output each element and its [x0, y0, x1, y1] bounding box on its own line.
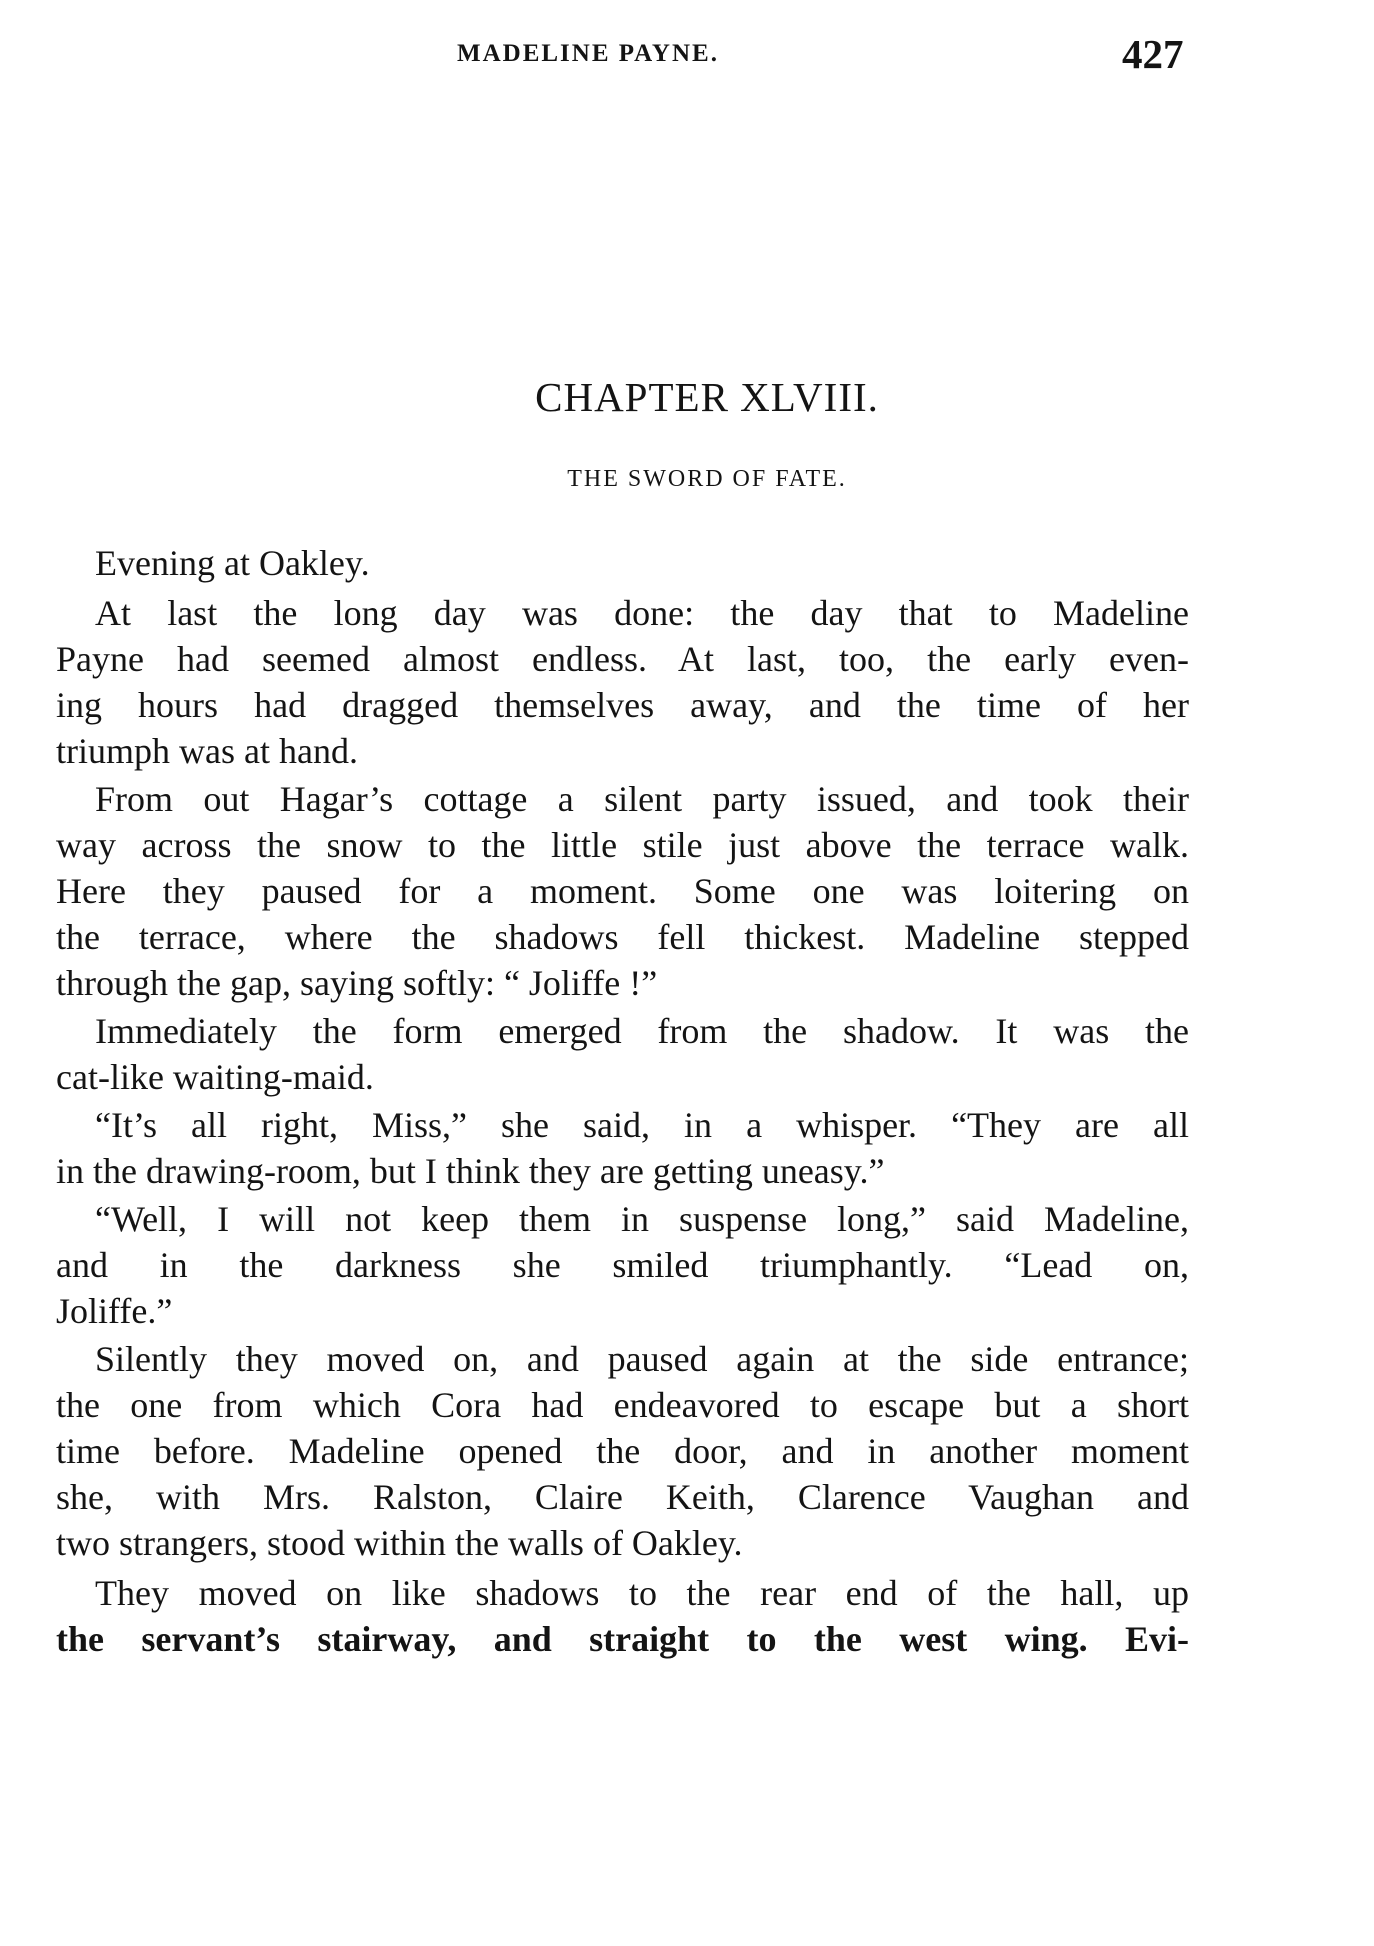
text-line: Payne had seemed almost endless. At last, too, the early even- [56, 639, 1189, 679]
chapter-subtitle: THE SWORD OF FATE. [567, 466, 847, 492]
text-line: Immediately the form emerged from the shadow. It was the [95, 1011, 1189, 1051]
text-line: and in the darkness she smiled triumphantly. “Lead on, [56, 1245, 1189, 1285]
text-line: Evening at Oakley. [95, 543, 370, 583]
text-line: Here they paused for a moment. Some one was loitering on [56, 871, 1189, 911]
text-line: time before. Madeline opened the door, and in another moment [56, 1431, 1189, 1471]
text-line: two strangers, stood within the walls of Oakley. [56, 1523, 743, 1563]
text-line: through the gap, saying softly: “ Joliffe !” [56, 963, 658, 1003]
page-number: 427 [1122, 31, 1184, 77]
text-line: “It’s all right, Miss,” she said, in a whisper. “They are all [95, 1105, 1189, 1145]
text-line: triumph was at hand. [56, 731, 358, 771]
chapter-title: CHAPTER XLVIII. [535, 374, 879, 420]
text-line: At last the long day was done: the day that to Madeline [95, 593, 1189, 633]
text-line: cat-like waiting-maid. [56, 1057, 374, 1097]
text-line: ing hours had dragged themselves away, and the time of her [56, 685, 1189, 725]
text-line: “Well, I will not keep them in suspense long,” said Madeline, [95, 1199, 1189, 1239]
text-line: Silently they moved on, and paused again at the side entrance; [95, 1339, 1189, 1379]
text-line: They moved on like shadows to the rear end of the hall, up [95, 1573, 1189, 1613]
text-line: the one from which Cora had endeavored to escape but a short [56, 1385, 1189, 1425]
text-line: the terrace, where the shadows fell thickest. Madeline stepped [56, 917, 1189, 957]
running-head-title: MADELINE PAYNE. [457, 40, 719, 67]
text-line: the servant’s stairway, and straight to the west wing. Evi- [56, 1619, 1189, 1659]
text-line: Joliffe.” [56, 1291, 173, 1331]
text-line: she, with Mrs. Ralston, Claire Keith, Clarence Vaughan and [56, 1477, 1189, 1517]
text-line: From out Hagar’s cottage a silent party issued, and took their [95, 779, 1189, 819]
text-line: in the drawing-room, but I think they are getting uneasy.” [56, 1151, 885, 1191]
text-line: way across the snow to the little stile just above the terrace walk. [56, 825, 1189, 865]
